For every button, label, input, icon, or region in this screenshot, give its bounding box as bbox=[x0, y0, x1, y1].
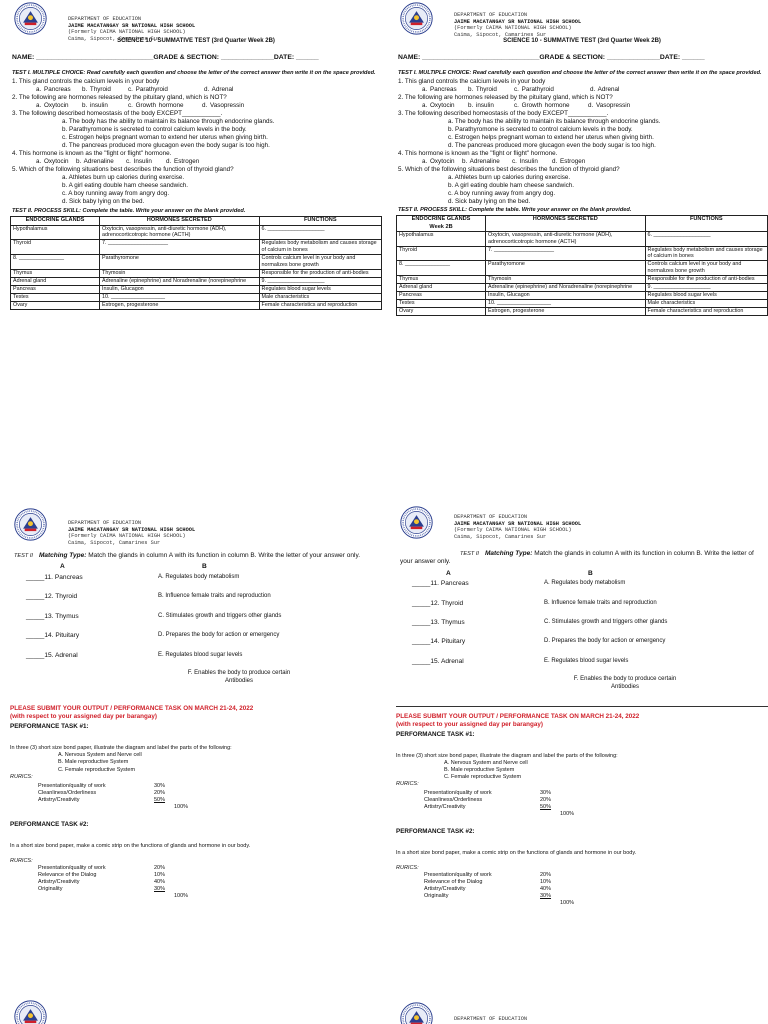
cell-gland: Thyroid bbox=[11, 240, 100, 255]
option-d: d. Sick baby lying on the bed. bbox=[62, 198, 145, 206]
table-row bbox=[11, 277, 382, 285]
matching-block bbox=[10, 552, 382, 685]
cell-function: 6. ___________________ bbox=[645, 231, 767, 246]
cell-function: Regulates body metabolism and causes storage of calcium in bones bbox=[259, 240, 381, 255]
option-b: b. Parathyromone is secreted to control calcium levels in the body. bbox=[62, 125, 247, 133]
rubric-weight: 30% bbox=[154, 782, 166, 789]
matching-text: Match the glands in column A with its function in column B. Write the letter of your answer only. bbox=[400, 550, 754, 566]
matching-item-b: E. Regulates blood sugar levels bbox=[544, 657, 629, 664]
school-address: Caima, Sipocot, Camarines Sur bbox=[454, 31, 547, 38]
cell-function: 6. ___________________ bbox=[259, 225, 381, 240]
option-b: b. Parathyromone is secreted to control calcium levels in the body. bbox=[448, 125, 633, 133]
question-text: 2. The following are hormones released by the pituitary gland, which is NOT? bbox=[12, 93, 227, 101]
table-row bbox=[397, 246, 768, 261]
dept-name: DEPARTMENT OF EDUCATION bbox=[68, 16, 142, 22]
table-row bbox=[11, 301, 382, 309]
table-row bbox=[11, 255, 382, 270]
cell-hormone: 10. __________________ bbox=[100, 293, 260, 301]
cell-gland: Adrenal gland bbox=[397, 284, 486, 292]
rubric-criterion: Artistry/Creativity bbox=[424, 886, 466, 893]
task2-title: PERFORMANCE TASK #2: bbox=[10, 820, 89, 828]
table-row bbox=[11, 293, 382, 301]
option-b: b. insulin bbox=[468, 101, 494, 109]
cell-function: 9. ___________________ bbox=[259, 277, 381, 285]
rubric-weight: 40% bbox=[154, 878, 166, 885]
option-b: b. insulin bbox=[82, 101, 108, 109]
rubric-criterion: Presentation/quality of work bbox=[424, 789, 492, 796]
cell-hormone: Parathyromone bbox=[486, 261, 646, 276]
school-header bbox=[10, 508, 382, 546]
matching-item-b: B. Influence female traits and reproduction bbox=[158, 593, 271, 600]
table-row bbox=[397, 261, 768, 276]
task1-item: B. Male reproductive System bbox=[58, 759, 129, 766]
deped-seal-icon bbox=[400, 506, 433, 539]
column-a-header: A bbox=[60, 563, 65, 571]
rubric-weight: 20% bbox=[154, 789, 166, 796]
table-row bbox=[397, 307, 768, 315]
mc-block bbox=[396, 78, 768, 207]
matching-item-b: C. Stimulates growth and triggers other glands bbox=[158, 612, 282, 619]
column-b-header: B bbox=[588, 569, 593, 577]
cell-hormone: Estrogen, progesterone bbox=[100, 301, 260, 309]
table-row bbox=[11, 285, 382, 293]
option-b: b. Thyroid bbox=[468, 85, 497, 93]
matching-text: Match the glands in column A with its function in column B. Write the letter of your answer only. bbox=[86, 552, 361, 559]
rubric-weight: 30% bbox=[540, 893, 552, 900]
school-address: Caima, Sipocot, Camarines Sur bbox=[68, 539, 161, 546]
matching-item-a: _____13. Thymus bbox=[26, 612, 79, 620]
col-header-functions: FUNCTIONS bbox=[259, 217, 381, 225]
option-a: a. The body has the ability to maintain its balance through endocrine glands. bbox=[448, 117, 661, 125]
option-a: a. Pancreas bbox=[422, 85, 457, 93]
option-a: a. Oxytocin bbox=[422, 157, 455, 165]
rubric-total: 100% bbox=[174, 892, 189, 899]
option-row bbox=[396, 102, 768, 110]
cell-gland: Thymus bbox=[11, 270, 100, 278]
submit-note: (with respect to your assigned day per barangay) bbox=[396, 720, 543, 728]
task1-title: PERFORMANCE TASK #1: bbox=[396, 730, 475, 738]
option-a: a. The body has the ability to maintain its balance through endocrine glands. bbox=[62, 117, 275, 125]
submit-notice: PLEASE SUBMIT YOUR OUTPUT / PERFORMANCE TASK ON MARCH 21-24, 2022 bbox=[10, 705, 254, 713]
matching-item-f: F. Enables the body to produce certain Antibodies bbox=[573, 676, 677, 690]
cell-hormone: Thymosin bbox=[100, 270, 260, 278]
option-c: c. Growth hormone bbox=[514, 101, 570, 109]
col-header-glands-label: ENDOCRINE GLANDS bbox=[25, 217, 85, 224]
option-c: c. A boy running away from angry dog. bbox=[62, 190, 170, 198]
option-d: d. Adrenal bbox=[204, 85, 234, 93]
rubric-weight: 10% bbox=[154, 871, 166, 878]
rubric-row bbox=[396, 879, 768, 886]
cell-gland: Ovary bbox=[11, 301, 100, 309]
cell-hormone: Adrenaline (epinephrine) and Noradrenaline (norepinephrine bbox=[486, 284, 646, 292]
rubric-weight: 20% bbox=[540, 796, 552, 803]
task2-desc: In a short size bond paper, make a comic strip on the functions of glands and hormone in our body. bbox=[10, 842, 251, 849]
table-row bbox=[397, 276, 768, 284]
cell-gland: Thyroid bbox=[397, 246, 486, 261]
option-a: a. Oxytocin bbox=[36, 101, 69, 109]
task2-title: PERFORMANCE TASK #2: bbox=[396, 828, 475, 836]
matching-row bbox=[10, 613, 382, 621]
cell-hormone: Oxytocin, vasopressin, anti-diuretic hormone (ADH), adrenocorticotropic hormone (ACTH) bbox=[486, 231, 646, 246]
rubric-row bbox=[396, 872, 768, 879]
option-row bbox=[396, 158, 768, 166]
option-row bbox=[10, 102, 382, 110]
dept-name: DEPARTMENT OF EDUCATION bbox=[454, 12, 528, 18]
option-d: d. The pancreas produced more glucagon even the body sugar is too high. bbox=[448, 141, 656, 149]
submit-notice: PLEASE SUBMIT YOUR OUTPUT / PERFORMANCE TASK ON MARCH 21-24, 2022 bbox=[396, 712, 640, 720]
option-d: d. Adrenal bbox=[590, 85, 620, 93]
endocrine-table bbox=[10, 216, 382, 309]
matching-item-a: _____13. Thymus bbox=[412, 618, 465, 626]
rubric-criterion: Relevance of the Dialog bbox=[424, 879, 483, 886]
question-text: 2. The following are hormones released by the pituitary gland, which is NOT? bbox=[398, 93, 613, 101]
deped-seal-icon bbox=[14, 508, 47, 541]
glands-table bbox=[10, 216, 382, 309]
rubrics-label: RURICS: bbox=[10, 773, 33, 780]
matching-item-a: _____12. Thyroid bbox=[412, 599, 464, 607]
task1-item: C. Female reproductive System bbox=[444, 773, 522, 780]
col-header-week: Week 2B bbox=[429, 223, 453, 230]
cell-gland: Thymus bbox=[397, 276, 486, 284]
school-header bbox=[396, 506, 768, 540]
matching-row bbox=[396, 658, 768, 666]
cell-hormone: Parathyromone bbox=[100, 255, 260, 270]
option-b: b. Thyroid bbox=[82, 85, 111, 93]
cell-function: Regulates blood sugar levels bbox=[259, 285, 381, 293]
question-text: 5. Which of the following situations best describes the function of thyroid gland? bbox=[12, 166, 234, 174]
mc-block bbox=[10, 78, 382, 207]
rubric-row bbox=[10, 783, 382, 790]
cell-gland: Adrenal gland bbox=[11, 277, 100, 285]
cell-function: Responsible for the production of anti-bodies bbox=[259, 270, 381, 278]
table-row bbox=[397, 299, 768, 307]
rubric-weight: 20% bbox=[154, 864, 166, 871]
rubrics-label: RURICS: bbox=[10, 857, 33, 864]
cell-hormone: Adrenaline (epinephrine) and Noradrenaline (norepinephrine bbox=[100, 277, 260, 285]
cell-gland: Hypothalamus bbox=[397, 231, 486, 246]
rubric-criterion: Presentation/quality of work bbox=[38, 782, 106, 789]
rubric-criterion: Artistry/Creativity bbox=[424, 803, 466, 810]
question-text: 5. Which of the following situations best describes the function of thyroid gland? bbox=[398, 166, 620, 174]
matching-item-b: D. Prepares the body for action or emergency bbox=[158, 632, 280, 639]
col-header-glands bbox=[11, 217, 100, 225]
deped-seal-icon bbox=[400, 1002, 433, 1024]
cell-gland: 8. _______________ bbox=[397, 261, 486, 276]
rubric-criterion: Cleanliness/Orderliness bbox=[424, 796, 483, 803]
table-row bbox=[397, 284, 768, 292]
glands-table bbox=[396, 215, 768, 315]
cell-function: Male characteristics bbox=[259, 293, 381, 301]
rubric-row bbox=[396, 804, 768, 811]
cell-gland: Ovary bbox=[397, 307, 486, 315]
rubric-weight: 10% bbox=[540, 879, 552, 886]
matching-row bbox=[10, 632, 382, 640]
matching-row bbox=[396, 580, 768, 588]
option-c: c. Insulin bbox=[512, 157, 538, 165]
option-row bbox=[396, 86, 768, 94]
matching-row bbox=[396, 600, 768, 608]
matching-item-b: A. Regulates body metabolism bbox=[544, 580, 626, 587]
tasks-block bbox=[10, 705, 382, 900]
rubric-total: 100% bbox=[560, 810, 575, 817]
cell-function: Responsible for the production of anti-bodies bbox=[645, 276, 767, 284]
cell-gland: Testes bbox=[397, 299, 486, 307]
cell-hormone: 7. ____________________ bbox=[100, 240, 260, 255]
worksheet-page-1 bbox=[10, 2, 382, 310]
option-a: a. Pancreas bbox=[36, 85, 71, 93]
worksheet-page-6 bbox=[396, 1002, 768, 1024]
task2-desc: In a short size bond paper, make a comic strip on the functions of glands and hormone in our body. bbox=[396, 850, 637, 857]
test-label: TEST II bbox=[14, 553, 33, 559]
matching-item-a: _____15. Adrenal bbox=[412, 657, 464, 665]
test-label: TEST II bbox=[460, 551, 479, 557]
cell-function: 9. ___________________ bbox=[645, 284, 767, 292]
school-header bbox=[396, 1002, 768, 1024]
question-text: 3. The following described homeostasis of the body EXCEPT___________. bbox=[12, 109, 223, 117]
matching-heading: Matching Type: bbox=[38, 552, 87, 559]
rubrics-label: RURICS: bbox=[396, 780, 419, 787]
matching-instruction bbox=[10, 552, 382, 560]
rubric-weight: 40% bbox=[540, 886, 552, 893]
option-b: b. A girl eating double ham cheese sandwich. bbox=[62, 182, 189, 190]
name-line: NAME: _______________________________GRADE & SECTION: ______________DATE: ______ bbox=[12, 53, 319, 61]
cell-function: Male characteristics bbox=[645, 299, 767, 307]
col-header-hormones: HORMONES SECRETED bbox=[100, 217, 260, 225]
col-header-hormones: HORMONES SECRETED bbox=[486, 216, 646, 231]
school-formerly: (Formerly CAIMA NATIONAL HIGH SCHOOL) bbox=[68, 533, 186, 540]
matching-block bbox=[396, 550, 768, 692]
task1-item: B. Male reproductive System bbox=[444, 766, 515, 773]
rubric-total: 100% bbox=[560, 900, 575, 907]
table-row bbox=[397, 291, 768, 299]
cell-gland: 8. _______________ bbox=[11, 255, 100, 270]
cell-hormone: 7. ____________________ bbox=[486, 246, 646, 261]
matching-item-a: _____12. Thyroid bbox=[26, 593, 78, 601]
matching-heading: Matching Type: bbox=[484, 550, 533, 557]
cell-hormone: Estrogen, progesterone bbox=[486, 307, 646, 315]
rubric-criterion: Relevance of the Dialog bbox=[38, 871, 97, 878]
name-line: NAME: _______________________________GRADE & SECTION: ______________DATE: ______ bbox=[398, 53, 705, 61]
rubric-criterion: Presentation/quality of work bbox=[38, 864, 106, 871]
cell-function: Female characteristics and reproduction bbox=[645, 307, 767, 315]
table-row bbox=[11, 240, 382, 255]
matching-item-b: C. Stimulates growth and triggers other glands bbox=[544, 618, 668, 625]
option-d: d. The pancreas produced more glucagon even the body sugar is too high. bbox=[62, 141, 270, 149]
rubric-row bbox=[10, 879, 382, 886]
option-row bbox=[10, 86, 382, 94]
rubric-criterion: Cleanliness/Orderliness bbox=[38, 789, 97, 796]
option-b: b. Adrenaline bbox=[76, 157, 114, 165]
school-name: JAIME MACATANGAY SR NATIONAL HIGH SCHOOL bbox=[454, 520, 582, 527]
matching-item-f: F. Enables the body to produce certain Antibodies bbox=[187, 669, 291, 684]
column-headers bbox=[10, 563, 382, 571]
cell-gland: Hypothalamus bbox=[11, 225, 100, 240]
rubric-total: 100% bbox=[174, 803, 189, 810]
rubric-criterion: Originality bbox=[424, 893, 449, 900]
option-d: d. Vasopressin bbox=[202, 101, 245, 109]
cell-gland: Testes bbox=[11, 293, 100, 301]
test1-instruction: TEST I. MULTIPLE CHOICE: Read carefully each question and choose the letter of the correct answer then write it on the space provided. bbox=[398, 70, 762, 77]
cell-hormone: Insulin, Glucagon bbox=[486, 291, 646, 299]
worksheet-page-5 bbox=[10, 1000, 382, 1024]
rubric-row bbox=[396, 893, 768, 900]
option-a: a. Oxytocin bbox=[422, 101, 455, 109]
rubric-row bbox=[10, 886, 382, 893]
test-title: SCIENCE 10 - SUMMATIVE TEST (3rd Quarter Week 2B) bbox=[117, 38, 275, 44]
option-d: d. Vasopressin bbox=[588, 101, 631, 109]
table-row bbox=[11, 225, 382, 240]
deped-seal-icon bbox=[14, 2, 47, 35]
cell-hormone: Oxytocin, vasopressin, anti-diuretic hormone (ADH), adrenocorticotropic hormone (ACTH) bbox=[100, 225, 260, 240]
cell-function: Regulates body metabolism and causes storage of calcium in bones bbox=[645, 246, 767, 261]
rubric-weight: 30% bbox=[540, 789, 552, 796]
dept-name: DEPARTMENT OF EDUCATION bbox=[68, 520, 142, 526]
question-text: 4. This hormone is known as the "fight or flight" hormone. bbox=[12, 149, 172, 157]
option-c: c. Parathyroid bbox=[128, 85, 168, 93]
matching-instruction bbox=[396, 550, 768, 567]
matching-item-a: _____15. Adrenal bbox=[26, 651, 78, 659]
matching-row bbox=[396, 619, 768, 627]
school-formerly: (Formerly CAIMA NATIONAL HIGH SCHOOL) bbox=[454, 25, 572, 32]
cell-hormone: Insulin, Glucagon bbox=[100, 285, 260, 293]
matching-item-a: _____14. Pituitary bbox=[26, 632, 80, 640]
question-text: 1. This gland controls the calcium levels in your body bbox=[398, 77, 546, 85]
cell-function: Controls calcium level in your body and normalizes bone growth bbox=[259, 255, 381, 270]
matching-item-b: B. Influence female traits and reproduction bbox=[544, 599, 657, 606]
matching-item-b: A. Regulates body metabolism bbox=[158, 573, 240, 580]
rubric-weight: 20% bbox=[540, 872, 552, 879]
test-title: SCIENCE 10 - SUMMATIVE TEST (3rd Quarter Week 2B) bbox=[503, 38, 661, 44]
matching-row bbox=[10, 593, 382, 601]
column-b-header: B bbox=[202, 563, 207, 571]
question-text: 1. This gland controls the calcium levels in your body bbox=[12, 77, 160, 85]
endocrine-table bbox=[396, 215, 768, 315]
option-a: a. Oxytocin bbox=[36, 157, 69, 165]
cell-function: Regulates blood sugar levels bbox=[645, 291, 767, 299]
school-header bbox=[10, 1000, 382, 1024]
rubric-criterion: Originality bbox=[38, 885, 63, 892]
test2-instruction: TEST II. PROCESS SKILL: Complete the table. Write your answer on the blank provided. bbox=[12, 208, 246, 215]
task1-desc: In three (3) short size bond paper, illustrate the diagram and label the parts of the following: bbox=[396, 752, 618, 759]
matching-item-b: E. Regulates blood sugar levels bbox=[158, 651, 243, 658]
option-row bbox=[10, 158, 382, 166]
dept-name: DEPARTMENT OF EDUCATION bbox=[454, 1016, 528, 1022]
matching-item-b: D. Prepares the body for action or emergency bbox=[544, 638, 666, 645]
table-row bbox=[397, 231, 768, 246]
school-name: JAIME MACATANGAY SR NATIONAL HIGH SCHOOL bbox=[454, 18, 582, 25]
task1-item: A. Nervous System and Nerve cell bbox=[58, 752, 142, 759]
col-header-functions: FUNCTIONS bbox=[645, 216, 767, 231]
cell-gland: Pancreas bbox=[11, 285, 100, 293]
task1-desc: In three (3) short size bond paper, illustrate the diagram and label the parts of the following: bbox=[10, 745, 232, 752]
option-a: a. Athletes burn up calories during exercise. bbox=[62, 174, 185, 182]
table-row bbox=[11, 270, 382, 278]
rubric-row bbox=[396, 790, 768, 797]
cell-hormone: Thymosin bbox=[486, 276, 646, 284]
worksheet-page-4 bbox=[396, 506, 768, 907]
option-b: b. A girl eating double ham cheese sandwich. bbox=[448, 182, 575, 190]
school-name: JAIME MACATANGAY SR NATIONAL HIGH SCHOOL bbox=[68, 22, 196, 29]
rubric-row bbox=[10, 797, 382, 804]
question-text: 3. The following described homeostasis of the body EXCEPT___________. bbox=[398, 109, 609, 117]
rubrics-label: RURICS: bbox=[396, 865, 419, 872]
option-c: c. Parathyroid bbox=[514, 85, 554, 93]
test2-instruction: TEST II. PROCESS SKILL: Complete the table. Write your answer on the blank provided. bbox=[398, 207, 632, 214]
rubric-criterion: Artistry/Creativity bbox=[38, 878, 80, 885]
option-d: d. Sick baby lying on the bed. bbox=[448, 198, 531, 206]
task1-item: C. Female reproductive System bbox=[58, 766, 136, 773]
option-c: c. Insulin bbox=[126, 157, 152, 165]
matching-item-a: _____14. Pituitary bbox=[412, 638, 466, 646]
matching-row bbox=[396, 638, 768, 646]
col-header-glands-label: ENDOCRINE GLANDS bbox=[411, 216, 471, 223]
question-text: 4. This hormone is known as the "fight or flight" hormone. bbox=[398, 149, 558, 157]
worksheet-page-2 bbox=[396, 2, 768, 316]
dept-name: DEPARTMENT OF EDUCATION bbox=[454, 514, 528, 520]
task1-title: PERFORMANCE TASK #1: bbox=[10, 723, 89, 731]
worksheet-page-3 bbox=[10, 508, 382, 900]
rubric-row bbox=[10, 790, 382, 797]
option-c: c. Estrogen helps pregnant woman to extend her uterus when giving birth. bbox=[448, 133, 654, 141]
cell-gland: Pancreas bbox=[397, 291, 486, 299]
option-c: c. Estrogen helps pregnant woman to extend her uterus when giving birth. bbox=[62, 133, 268, 141]
option-c: c. A boy running away from angry dog. bbox=[448, 190, 556, 198]
school-formerly: (Formerly CAIMA NATIONAL HIGH SCHOOL) bbox=[68, 29, 186, 36]
school-header bbox=[396, 2, 768, 36]
col-header-glands bbox=[397, 216, 486, 231]
school-address: Caima, Sipocot, Camarines Sur bbox=[454, 533, 547, 540]
column-a-header: A bbox=[446, 569, 451, 577]
school-name: JAIME MACATANGAY SR NATIONAL HIGH SCHOOL bbox=[68, 526, 196, 533]
rubric-weight: 50% bbox=[154, 796, 166, 803]
option-b: b. Adrenaline bbox=[462, 157, 500, 165]
school-formerly: (Formerly CAIMA NATIONAL HIGH SCHOOL) bbox=[454, 527, 572, 534]
tasks-block bbox=[396, 713, 768, 908]
rubric-row bbox=[396, 886, 768, 893]
matching-row bbox=[10, 652, 382, 660]
matching-item-a: _____11. Pancreas bbox=[26, 573, 83, 581]
school-address: Caima, Sipocot, Camarines Sur bbox=[68, 35, 161, 42]
option-c: c. Growth hormone bbox=[128, 101, 184, 109]
option-d: d. Estrogen bbox=[552, 157, 586, 165]
divider bbox=[396, 706, 768, 707]
rubric-weight: 50% bbox=[540, 803, 552, 810]
option-d: d. Estrogen bbox=[166, 157, 200, 165]
rubric-row bbox=[396, 797, 768, 804]
matching-item-a: _____11. Pancreas bbox=[412, 580, 469, 588]
deped-seal-icon bbox=[400, 2, 433, 35]
rubric-row bbox=[10, 865, 382, 872]
rubric-criterion: Artistry/Creativity bbox=[38, 796, 80, 803]
test1-instruction: TEST I. MULTIPLE CHOICE: Read carefully each question and choose the letter of the correct answer then write it on the space provided. bbox=[12, 70, 376, 77]
cell-function: Controls calcium level in your body and normalizes bone growth bbox=[645, 261, 767, 276]
rubric-row bbox=[10, 872, 382, 879]
rubric-criterion: Presentation/quality of work bbox=[424, 872, 492, 879]
rubric-weight: 30% bbox=[154, 885, 166, 892]
option-a: a. Athletes burn up calories during exercise. bbox=[448, 174, 571, 182]
task1-item: A. Nervous System and Nerve cell bbox=[444, 759, 528, 766]
cell-function: Female characteristics and reproduction bbox=[259, 301, 381, 309]
deped-seal-icon bbox=[14, 1000, 47, 1024]
cell-hormone: 10. __________________ bbox=[486, 299, 646, 307]
matching-row bbox=[10, 574, 382, 582]
submit-note: (with respect to your assigned day per barangay) bbox=[10, 713, 157, 721]
column-headers bbox=[396, 570, 768, 578]
